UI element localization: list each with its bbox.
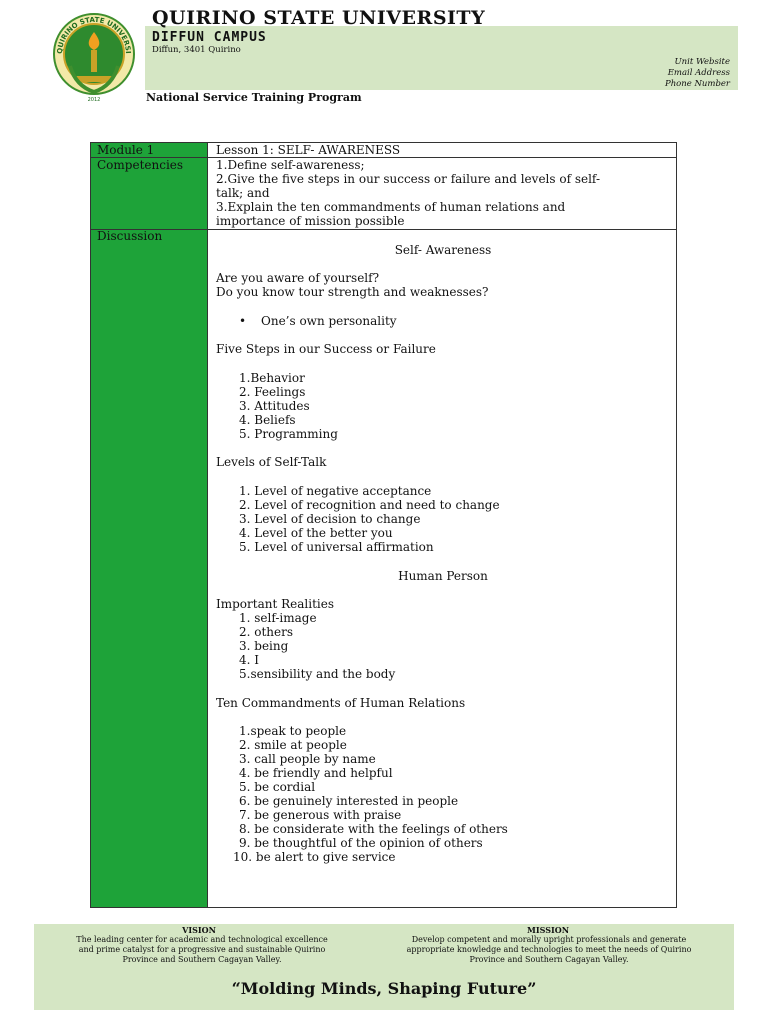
selftalk-item: 1. Level of negative acceptance (239, 484, 432, 498)
mission-text (374, 935, 724, 965)
selftalk-item: 4. Level of the better you (239, 526, 393, 540)
mission-line: Province and Southern Cagayan Valley. (469, 955, 629, 964)
mission-line: appropriate knowledge and technologies to meet the needs of Quirino (406, 945, 692, 954)
selftalk-item: 5. Level of universal affirmation (239, 540, 434, 554)
email-address: Email Address (667, 68, 730, 78)
selftalk-item: 3. Level of decision to change (239, 512, 421, 526)
human-person-title: Human Person (398, 569, 488, 583)
competencies-list (216, 158, 646, 228)
commandment-item: 4. be friendly and helpful (239, 766, 393, 780)
selftalk-heading: Levels of Self-Talk (216, 455, 327, 469)
question-line: Are you aware of yourself? (216, 271, 380, 285)
commandment-item: 9. be thoughtful of the opinion of others (239, 836, 483, 850)
reality-item: 1. self-image (239, 611, 317, 625)
university-seal (52, 10, 136, 108)
competency-line: 2.Give the five steps in our success or failure and levels of self- (216, 172, 600, 186)
commandment-item: 2. smile at people (239, 738, 347, 752)
step-item: 4. Beliefs (239, 413, 296, 427)
selftalk-item: 2. Level of recognition and need to change (239, 498, 500, 512)
vision-line: and prime catalyst for a progressive and sustainable Quirino (78, 945, 326, 954)
mission-title: MISSION (527, 925, 569, 935)
reality-item: 3. being (239, 639, 289, 653)
step-item: 2. Feelings (239, 385, 306, 399)
module-table (90, 142, 677, 908)
commandments-heading: Ten Commandments of Human Relations (216, 696, 466, 710)
realities-heading: Important Realities (216, 597, 334, 611)
phone-number: Phone Number (664, 79, 730, 89)
row-divider (91, 229, 676, 230)
seal-text: QUIRINO STATE UNIVERSI (55, 15, 133, 55)
commandment-item: 1.speak to people (239, 724, 347, 738)
discussion-title: Self- Awareness (394, 243, 492, 257)
label-column (91, 143, 208, 907)
step-item: 5. Programming (239, 427, 338, 441)
seal-year: 2012 (87, 97, 101, 103)
competency-line: 3.Explain the ten commandments of human relations and (216, 200, 566, 214)
commandment-item: 3. call people by name (239, 752, 376, 766)
commandment-item: 8. be considerate with the feelings of others (239, 822, 508, 836)
unit-website: Unit Website (674, 57, 730, 67)
competencies-label: Competencies (97, 158, 184, 172)
competency-line: talk; and (216, 186, 270, 200)
bullet-item: One’s own personality (261, 314, 397, 328)
competency-line: 1.Define self-awareness; (216, 158, 365, 172)
competency-line: importance of mission possible (216, 214, 405, 228)
vision-line: Province and Southern Cagayan Valley. (122, 955, 282, 964)
vision-title: VISION (182, 925, 216, 935)
step-item: 1.Behavior (239, 371, 305, 385)
reality-item: 2. others (239, 625, 294, 639)
question-line: Do you know tour strength and weaknesses? (216, 285, 489, 299)
campus-address: Diffun, 3401 Quirino (152, 45, 241, 55)
footer-band (34, 924, 734, 1010)
reality-item: 5.sensibility and the body (239, 667, 396, 681)
commandment-item: 5. be cordial (239, 780, 316, 794)
commandment-item: 10. be alert to give service (233, 850, 396, 864)
discussion-label: Discussion (97, 229, 163, 243)
campus-name: DIFFUN CAMPUS (152, 30, 267, 45)
university-name: QUIRINO STATE UNIVERSITY (152, 7, 486, 29)
module-label: Module 1 (97, 143, 155, 157)
reality-item: 4. I (239, 653, 260, 667)
motto: “Molding Minds, Shaping Future” (231, 979, 537, 998)
bullet-icon: • (239, 314, 247, 328)
lesson-title: Lesson 1: SELF- AWARENESS (216, 143, 401, 157)
program-name: National Service Training Program (146, 91, 362, 104)
steps-heading: Five Steps in our Success or Failure (216, 342, 436, 356)
mission-line: Develop competent and morally upright professionals and generate (411, 935, 687, 944)
commandment-item: 7. be generous with praise (239, 808, 402, 822)
commandment-item: 6. be genuinely interested in people (239, 794, 459, 808)
step-item: 3. Attitudes (239, 399, 310, 413)
vision-line: The leading center for academic and technological excellence (76, 935, 328, 944)
contact-block (665, 57, 730, 90)
vision-text (42, 935, 362, 965)
